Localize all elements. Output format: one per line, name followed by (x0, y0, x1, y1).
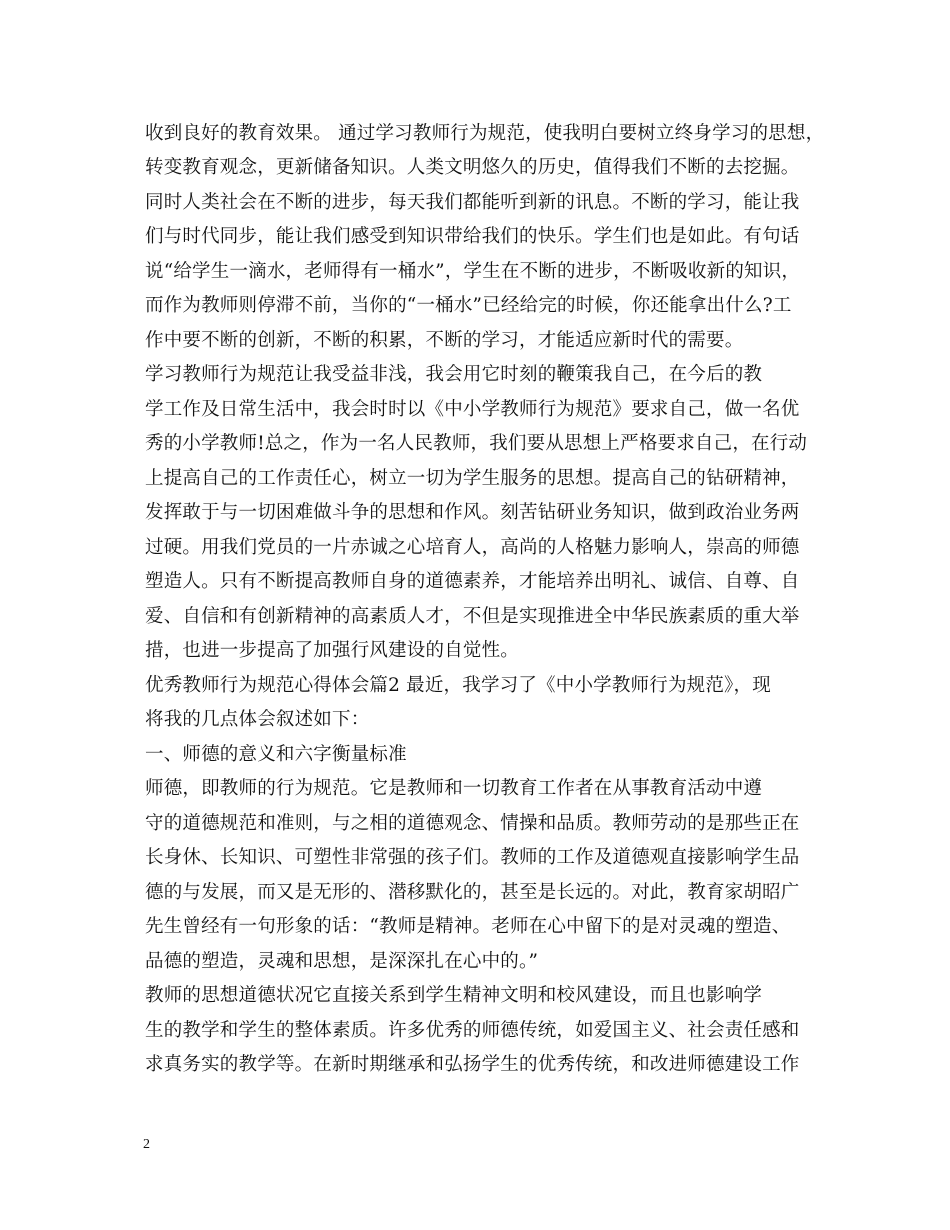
text-line: 秀的小学教师!总之，作为一名人民教师，我们要从思想上严格要求自己，在行动 (145, 433, 808, 454)
page-number: 2 (143, 1137, 150, 1152)
text-line: 爱、自信和有创新精神的高素质人才，不但是实现推进全中华民族素质的重大举 (145, 606, 800, 627)
text-line: 学习教师行为规范让我受益非浅，我会用它时刻的鞭策我自己，在今后的教 (145, 364, 763, 385)
text-line: 们与时代同步，能让我们感受到知识带给我们的快乐。学生们也是如此。有句话 (145, 226, 800, 247)
text-line: 过硬。用我们党员的一片赤诚之心培育人，高尚的人格魅力影响人，崇高的师德 (145, 537, 800, 558)
text-line: 作中要不断的创新，不断的积累，不断的学习，才能适应新时代的需要。 (145, 330, 744, 351)
text-line: 塑造人。只有不断提高教师自身的道德素养，才能培养出明礼、诚信、自尊、自 (145, 571, 800, 592)
text-line: 上提高自己的工作责任心，树立一切为学生服务的思想。提高自己的钻研精神， (145, 468, 800, 489)
text-line: 将我的几点体会叙述如下： (145, 709, 370, 730)
text-line: 长身休、长知识、可塑性非常强的孩子们。教师的工作及道德观直接影响学生品 (145, 847, 800, 868)
text-line: 而作为教师则停滞不前，当你的“一桶水”已经给完的时候，你还能拿出什么?工 (145, 295, 792, 316)
text-line: 求真务实的教学等。在新时期继承和弘扬学生的优秀传统，和改进师德建设工作 (145, 1054, 800, 1075)
text-line: 收到良好的教育效果。 通过学习教师行为规范，使我明白要树立终身学习的思想， (145, 123, 825, 144)
text-line: 品德的塑造，灵魂和思想，是深深扎在心中的。” (145, 951, 539, 972)
text-line: 说“给学生一滴水，老师得有一桶水”，学生在不断的进步，不断吸收新的知识， (145, 261, 801, 282)
text-line: 师德，即教师的行为规范。它是教师和一切教育工作者在从事教育活动中遵 (145, 778, 763, 799)
subheading-line: 一、师德的意义和六字衡量标准 (145, 744, 407, 765)
text-line: 先生曾经有一句形象的话：“教师是精神。老师在心中留下的是对灵魂的塑造、 (145, 916, 791, 937)
text-line: 同时人类社会在不断的进步，每天我们都能听到新的讯息。不断的学习，能让我 (145, 192, 800, 213)
text-line: 转变教育观念，更新储备知识。人类文明悠久的历史，值得我们不断的去挖掘。 (145, 157, 800, 178)
text-line: 德的与发展，而又是无形的、潜移默化的，甚至是长远的。对此，教育家胡昭广 (145, 882, 800, 903)
text-line: 生的教学和学生的整体素质。许多优秀的师德传统，如爱国主义、社会责任感和 (145, 1020, 800, 1041)
text-line: 发挥敢于与一切困难做斗争的思想和作风。刻苦钻研业务知识，做到政治业务两 (145, 502, 800, 523)
text-line: 学工作及日常生活中，我会时时以《中小学教师行为规范》要求自己，做一名优 (145, 399, 800, 420)
section-heading-line: 优秀教师行为规范心得体会篇2 最近，我学习了《中小学教师行为规范》，现 (145, 675, 771, 696)
text-line: 守的道德规范和准则，与之相的道德观念、情操和品质。教师劳动的是那些正在 (145, 813, 800, 834)
text-line: 措，也进一步提高了加强行风建设的自觉性。 (145, 640, 520, 661)
text-line: 教师的思想道德状况它直接关系到学生精神文明和校风建设，而且也影响学 (145, 985, 763, 1006)
